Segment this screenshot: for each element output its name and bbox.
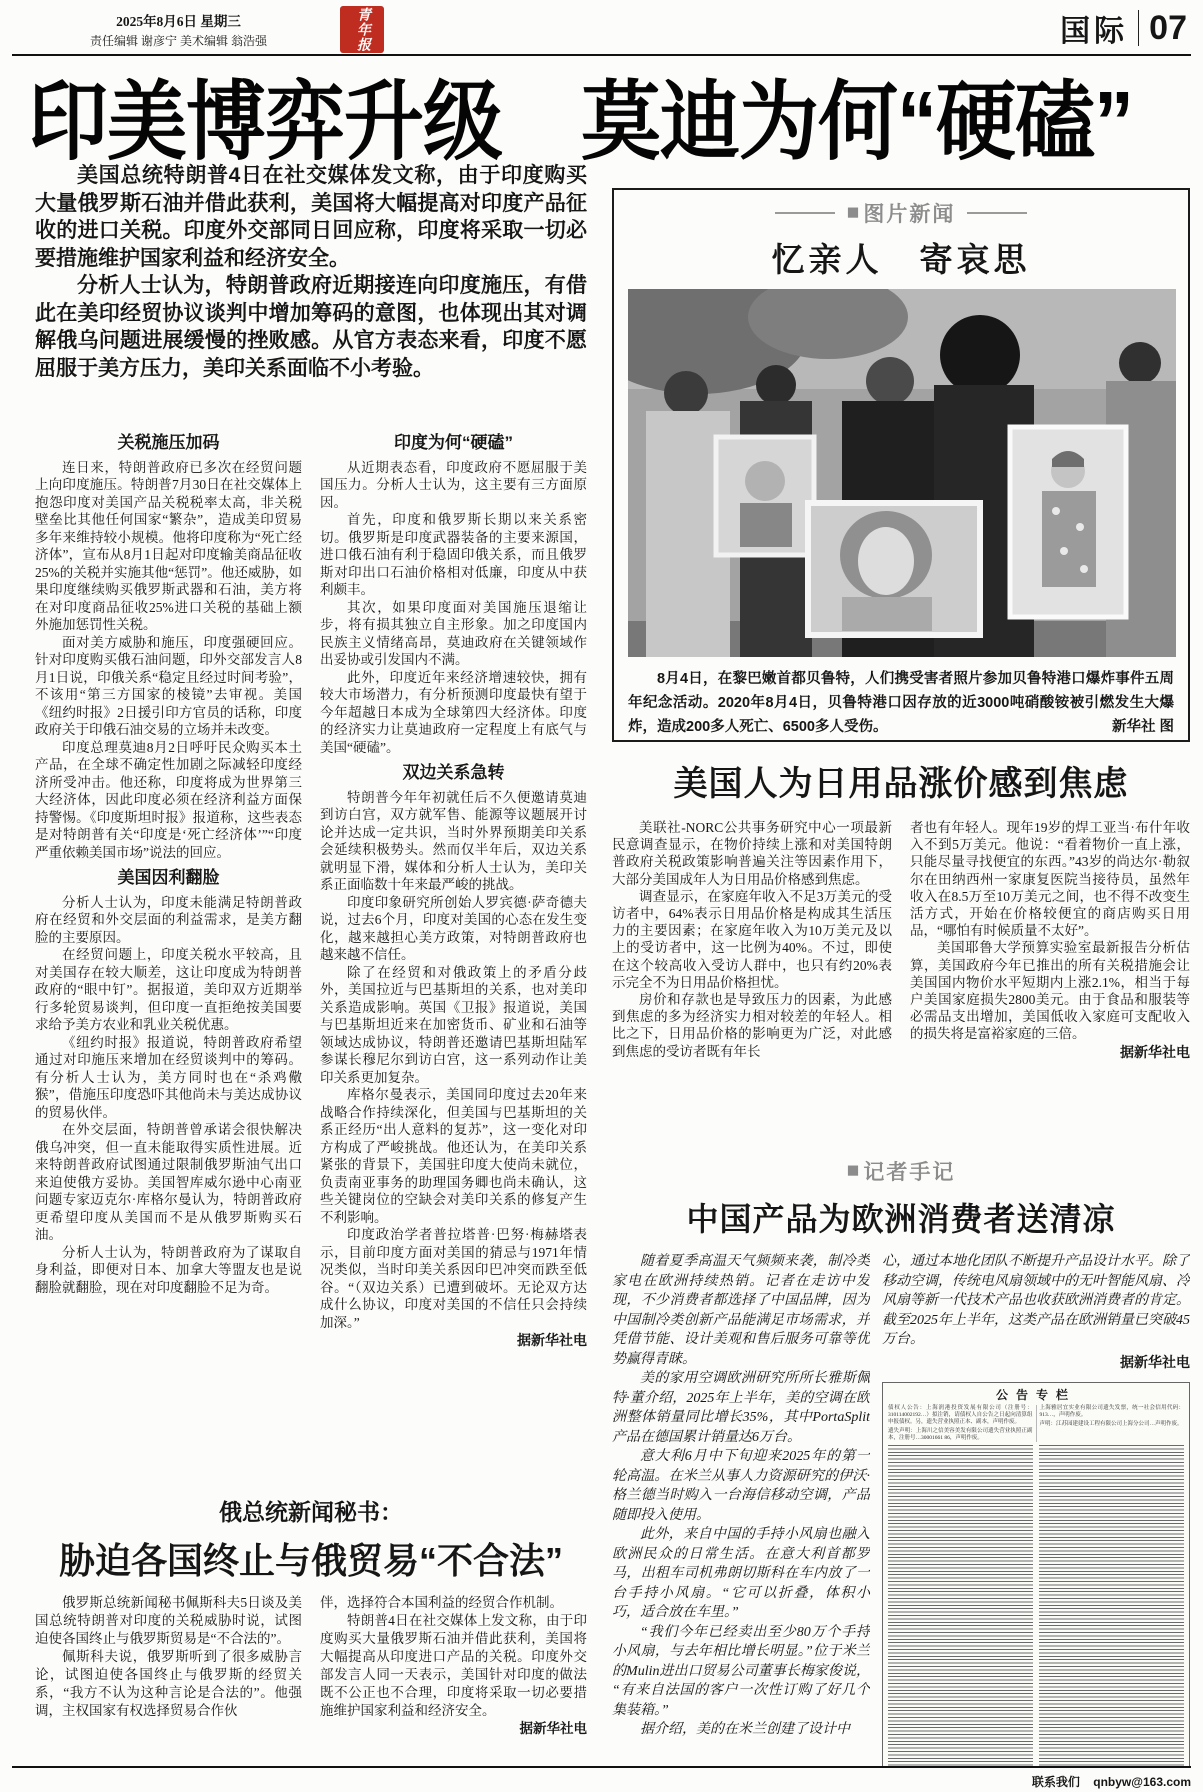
classifieds-notices — [888, 1405, 1184, 1442]
section-head: 关税施压加码 — [117, 433, 220, 452]
paragraph: 此外，印度近年来经济增速较快，拥有较大市场潜力，有分析预测印度最快有望于今年超越日本成为全球第四大经济体。印度的经济实力让莫迪政府一定程度上有底气与美国“硬磕”。 — [320, 669, 587, 755]
lead-paragraph: 美国总统特朗普4日在社交媒体发文称，由于印度购买大量俄罗斯石油并借此获利，美国将大幅提高对印度产品征收的进口关税。印度外交部同日回应称，印度将采取一切必要措施维护国家利益和经济安全。 — [35, 164, 587, 270]
byline: 据新华社电 — [1120, 1045, 1190, 1061]
photo-news-box — [612, 188, 1190, 742]
russia-headline: 胁迫各国终止与俄贸易“不合法” — [58, 1540, 563, 1581]
paragraph: 伴，选择符合本国利益的经贸合作机制。 — [320, 1595, 563, 1610]
paragraph: 佩斯科夫说，俄罗斯听到了很多威胁言论，试图迫使各国终止与俄罗斯的经贸关系，“我方不认为这种言论是合法的”。他强调，主权国家有权选择贸易合作伙 — [35, 1649, 302, 1718]
square-bullet-icon: ■ — [846, 1159, 862, 1182]
paragraph: 特朗普今年年初就任后不久便邀请莫迪到访白宫，双方就军售、能源等议题展开讨论并达成一定共识，当时外界预期美印关系会延续积极势头。然而仅半年后，双边关系就明显下滑，媒体和分析人士认为，美印关系正面临数十年来最严峻的挑战。 — [320, 789, 587, 892]
paragraph: 连日来，特朗普政府已多次在经贸问题上向印度施压。特朗普7月30日在社交媒体上抱怨印度对美国产品关税税率太高，非关税壁垒比其他任何国家“繁杂”，造成美印贸易多年来维持较小规模。他将印度称为“死亡经济体”，宣布从8月1日起对印度输美商品征收25%的关税并实施其他“惩罚”。他还威胁，如果印度继续购买俄罗斯武器和石油，美方将在对印度商品征收25%进口关税的基础上额外施加惩罚性关税。 — [35, 459, 302, 632]
photo-credit: 新华社 图 — [1111, 719, 1174, 735]
grocery-article-body — [612, 819, 1190, 1137]
paragraph: 意大利6月中下旬迎来2025年的第一轮高温。在米兰从事人力资源研究的伊沃·格兰德当时购入一台海信移动空调，产品随即投入使用。 — [612, 1449, 870, 1523]
russia-article — [35, 1492, 587, 1768]
editors-line: 责任编辑 谢彦宁 美术编辑 翁浩强 — [90, 34, 268, 49]
reporter-notes-tagline — [612, 1156, 1190, 1186]
grocery-headline: 美国人为日用品涨价感到焦虑 — [673, 765, 1129, 803]
grocery-article — [612, 756, 1190, 1137]
paragraph: 据介绍，美的在米兰创建了设计中 — [640, 1722, 850, 1737]
paragraph: 随着夏季高温天气频频来袭，制冷类家电在欧洲持续热销。记者在走访中发现，不少消费者都选择了中国品牌，因为中国制冷类创新产品能满足市场需求，并凭借节能、设计美观和售后服务可靠等优势赢得青睐。 — [612, 1254, 870, 1367]
photo-news-tag: 图片新闻 — [863, 203, 956, 226]
paragraph: 心，通过本地化团队不断提升产品设计水平。除了移动空调，传统电风扇领域中的无叶智能风扇、冷风扇等新一代技术产品也收获欧洲消费者的肯定。截至2025年上半年，这类产品在欧洲销量已突破45万台。 — [882, 1254, 1190, 1347]
russia-column-2 — [320, 1594, 587, 1738]
paragraph: 印度印象研究所创始人罗宾德·萨奇德夫说，过去6个月，印度对美国的心态在发生变化，越来越担心美方政策，对特朗普政府也越来越不信任。 — [320, 894, 587, 962]
paragraph: 印度政治学者普拉塔普·巴努·梅赫塔表示，目前印度方面对美国的猜忌与1971年情况类似，当时印美关系因印巴冲突而跌至低谷。“（双边关系）已遭到破坏。无论双方达成什么协议，印度对美国的不信任只会持续加深。” — [320, 1227, 587, 1330]
byline: 据新华社电 — [1120, 1355, 1190, 1371]
vertical-divider — [1138, 10, 1139, 46]
classified-notice: 遗失声明：上海川之信美容美发有限公司遗失营业执照正副本，注册号…30001661 86，声明作废。 — [888, 1427, 1033, 1441]
paragraph-text: 特朗普4日在社交媒体上发文称，由于印度购买大量俄罗斯石油并借此获利，美国将大幅提高从印度进口产品的关税。印度外交部发言人同一天表示，美国针对印度的做法既不公正也不合理，印度将采取一切必要措施维护国家利益和经济安全。 — [320, 1613, 587, 1718]
classifieds-box — [882, 1382, 1190, 1769]
section-head: 印度为何“硬磕” — [394, 433, 513, 452]
masthead-info — [90, 12, 267, 50]
paragraph: 美的家用空调欧洲研究所所长雅斯佩特·董介绍，2025年上半年，美的空调在欧洲整体销量同比增长35%，其中PortaSplit产品在德国累计销量达6万台。 — [612, 1371, 870, 1445]
contact-email: qnbyw@163.com — [1093, 1775, 1191, 1789]
section-head: 美国因利翻脸 — [117, 868, 220, 887]
paragraph: 首先，印度和俄罗斯长期以来关系密切。俄罗斯是印度武器装备的主要来源国，进口俄石油有利于稳固印俄关系，而且俄罗斯对印出口石油价格相对低廉，印度从中获利颇丰。 — [320, 512, 587, 597]
classified-notice: 上海雅居宜实业有限公司遗失发票，统一社会信用代码：913…，声明作废。 — [1039, 1404, 1184, 1418]
byline: 据新华社电 — [517, 1334, 587, 1349]
lead-section — [35, 162, 587, 382]
paragraph: 印度总理莫迪8月2日呼吁民众购买本土产品，在全球不确定性加剧之际减轻印度经济所受冲击。他还称，印度将成为世界第三大经济体，因此印度必须在经济利益方面保持警惕。《印度斯坦时报》报道称，这些表态是对特朗普有关“印度是‘死亡经济体’”“印度严重依赖美国市场”说法的回应。 — [35, 739, 302, 860]
byline: 据新华社电 — [519, 1721, 587, 1736]
square-bullet-icon: ■ — [846, 201, 862, 224]
russia-article-body — [35, 1594, 587, 1738]
paragraph: 从近期表态看，印度政府不愿屈服于美国压力。分析人士认为，这主要有三方面原因。 — [320, 459, 587, 510]
paragraph: 俄罗斯总统新闻秘书佩斯科夫5日谈及美国总统特朗普对印度的关税威胁时说，试图迫使各国终止与俄罗斯贸易是“不合法的”。 — [35, 1595, 302, 1646]
kicker: 俄总统新闻秘书： — [219, 1499, 403, 1525]
reporter-notes-body — [612, 1252, 1190, 1768]
rule-right — [967, 212, 1027, 214]
illegible-fine-print — [888, 1445, 1184, 1769]
reporter-notes-tag: 记者手记 — [863, 1161, 956, 1184]
paragraph: 除了在经贸和对俄政策上的矛盾分歧外，美国拉近与巴基斯坦的关系，也对美印关系造成影响。英国《卫报》报道说，美国与巴基斯坦近来在加密货币、矿业和石油等领域达成协议，特朗普还邀请巴基斯坦陆军参谋长穆尼尔到访白宫，这一系列动作让美印关系更加复杂。 — [320, 964, 587, 1085]
russia-column-1 — [35, 1594, 302, 1738]
paragraph: 其次，如果印度面对美国施压退缩让步，将有损其独立自主形象。加之印度国内民族主义情绪高昂，莫迪政府在关键领域作出妥协或引发国内不满。 — [320, 599, 587, 667]
classifieds-title: 公告专栏 — [995, 1387, 1076, 1402]
paragraph: 在经贸问题上，印度关税水平较高，且对美国存在较大顺差，这让印度成为特朗普政府的“眼中钉”。据报道，美印双方近期举行多轮贸易谈判，但印度一直拒绝按美国要求给予美方农业和乳业关税优惠。 — [35, 947, 302, 1032]
paragraph: “我们今年已经卖出至少80万个手持小风扇，与去年相比增长明显。”位于米兰的Mulin进出口贸易公司董事长梅家俊说，“有来自法国的客户一次性订购了好几个集装箱。” — [612, 1624, 870, 1718]
memorial-photo-illustration — [628, 289, 1176, 657]
reporter-notes-headline: 中国产品为欧洲消费者送清凉 — [686, 1201, 1116, 1237]
reporter-notes-article — [612, 1146, 1190, 1768]
rule-left — [775, 212, 835, 214]
paragraph: 在外交层面，特朗普曾承诺会很快解决俄乌冲突，但一直未能取得实质性进展。近来特朗普政府试图通过限制俄罗斯油气出口来迫使俄方妥协。美国智库威尔逊中心南亚问题专家迈克尔·库格尔曼认为，特朗普政府更希望印度从美国而不是从俄罗斯购买石油。 — [35, 1122, 302, 1242]
paragraph: 分析人士认为，特朗普政府为了谋取自身利益，即便对日本、加拿大等盟友也是说翻脸就翻脸，现在对印度翻脸不足为奇。 — [35, 1244, 302, 1295]
page-footer — [12, 1766, 1191, 1790]
main-article-column-1 — [35, 426, 302, 1484]
grocery-column-2 — [910, 819, 1190, 1137]
reporter-notes-column-1 — [612, 1252, 870, 1768]
memorial-photo — [628, 289, 1176, 657]
grocery-column-1 — [612, 819, 892, 1137]
paragraph: 美联社-NORC公共事务研究中心一项最新民意调查显示，在物价持续上涨和对美国特朗普政府关税政策影响普遍关注等因素作用下，大部分美国成年人为日用品价格感到焦虑。 — [612, 820, 892, 887]
photo-news-title: 忆亲人 寄哀思 — [771, 241, 1031, 278]
paragraph: 房价和存款也是导致压力的因素，为此感到焦虑的多为经济实力相对较差的年轻人。相比之下，日用品价格的影响更为广泛，对此感到焦虑的受访者既有年长 — [612, 992, 892, 1059]
classified-notice: 债权人公告：上海润港投资发展有限公司（注册号：310114002192…）拟注销，请债权人自公告之日起向清算组申报债权。另，遗失营业执照正本、副本，声明作废。 — [888, 1404, 1033, 1425]
photo-caption — [628, 667, 1174, 739]
page-label — [1060, 6, 1187, 50]
reporter-notes-column-2 — [882, 1252, 1190, 1768]
paragraph: 库格尔曼表示，美国同印度过去20年来战略合作持续深化，但美国与巴基斯坦的关系正经历“出人意料的复苏”，这一变化对印方构成了严峻挑战。他还认为，在美印关系紧张的背景下，美国驻印度大使尚未就位，负责南亚事务的助理国务卿也尚未确认，这些关键岗位的空缺会对美印关系的修复产生不利影响。 — [320, 1087, 587, 1225]
paragraph: 此外，来自中国的手持小风扇也融入欧洲民众的日常生活。在意大利首都罗马，出租车司机弗朗切斯科在车内放了一台手持小风扇。“它可以折叠，体积小巧，适合放在车里。” — [612, 1527, 870, 1620]
main-article-body — [35, 426, 587, 1484]
photo-news-tagline — [628, 198, 1174, 228]
main-article-column-2 — [320, 426, 587, 1484]
paragraph: 分析人士认为，印度未能满足特朗普政府在经贸和外交层面的利益需求，是美方翻脸的主要原因。 — [35, 894, 302, 945]
classified-notice: 声明：江苏园建建设工程有限公司上海分公司…声明作废。 — [1039, 1420, 1183, 1427]
contact-label: 联系我们 — [1031, 1775, 1080, 1789]
paragraph: 者也有年轻人。现年19岁的焊工亚当·布什年收入不到5万美元。他说：“看着物价一直上涨，只能尽量寻找便宜的东西。”43岁的尚达尔·勒叙尔在田纳西州一家康复医院当接待员，虽然年收入在8.5万至10万美元之间，也不得不改变生活方式，开始在价格较便宜的商店购买日用品，“哪怕有时候质量不太好”。 — [910, 820, 1190, 939]
paragraph — [320, 1612, 587, 1736]
lead-paragraph: 分析人士认为，特朗普政府近期接连向印度施压，有借此在美印经贸协议谈判中增加筹码的意图，也体现出其对调解俄乌问题进展缓慢的挫败感。从官方表态来看，印度不愿屈服于美方压力，美印关系面临不小考验。 — [35, 274, 587, 380]
section-head: 双边关系急转 — [402, 763, 505, 782]
publication-date: 2025年8月6日 星期三 — [116, 14, 241, 29]
main-headline: 印美博弈升级 莫迪为何“硬磕” — [28, 73, 1133, 170]
paragraph: 调查显示，在家庭年收入不足3万美元的受访者中，64%表示日用品价格是构成其生活压力的主要因素；在家庭年收入为10万美元及以上的受访者中，这一比例为40%。不过，即使在这个较高收入受访人群中，也只有约20%表示完全不为日用品价格担忧。 — [612, 888, 892, 990]
paragraph: 《纽约时报》报道说，特朗普政府希望通过对印施压来增加在经贸谈判中的筹码。有分析人士认为，美方同时也在“杀鸡儆猴”，借施压印度恐吓其他尚未与美达成协议的贸易伙伴。 — [35, 1034, 302, 1120]
paragraph: 面对美方威胁和施压，印度强硬回应。针对印度购买俄石油问题，印外交部发言人8月1日说，印俄关系“稳定且经过时间考验”，不该用“第三方国家的棱镜”去审视。美国《纽约时报》2日援引印方官员的话称，印度政府关于印俄石油交易的立场并未改变。 — [35, 634, 302, 737]
newspaper-logo: 青年报 — [340, 6, 384, 53]
paragraph: 美国耶鲁大学预算实验室最新报告分析估算，美国政府今年已推出的所有关税措施会让美国国内物价水平短期内上涨2.1%，相当于每户美国家庭损失2800美元。由于食品和服装等必需品支出增加，美国低收入家庭可支配收入的损失将是富裕家庭的三倍。 — [910, 940, 1190, 1042]
caption-text: 8月4日，在黎巴嫩首都贝鲁特，人们携受害者照片参加贝鲁特港口爆炸事件五周年纪念活动。2020年8月4日，贝鲁特港口因存放的近3000吨硝酸铵被引燃发生大爆炸，造成200多人死亡、6500多人受伤。 — [628, 671, 1174, 735]
page-number: 07 — [1149, 8, 1187, 47]
section-label: 国际 — [1060, 15, 1129, 48]
